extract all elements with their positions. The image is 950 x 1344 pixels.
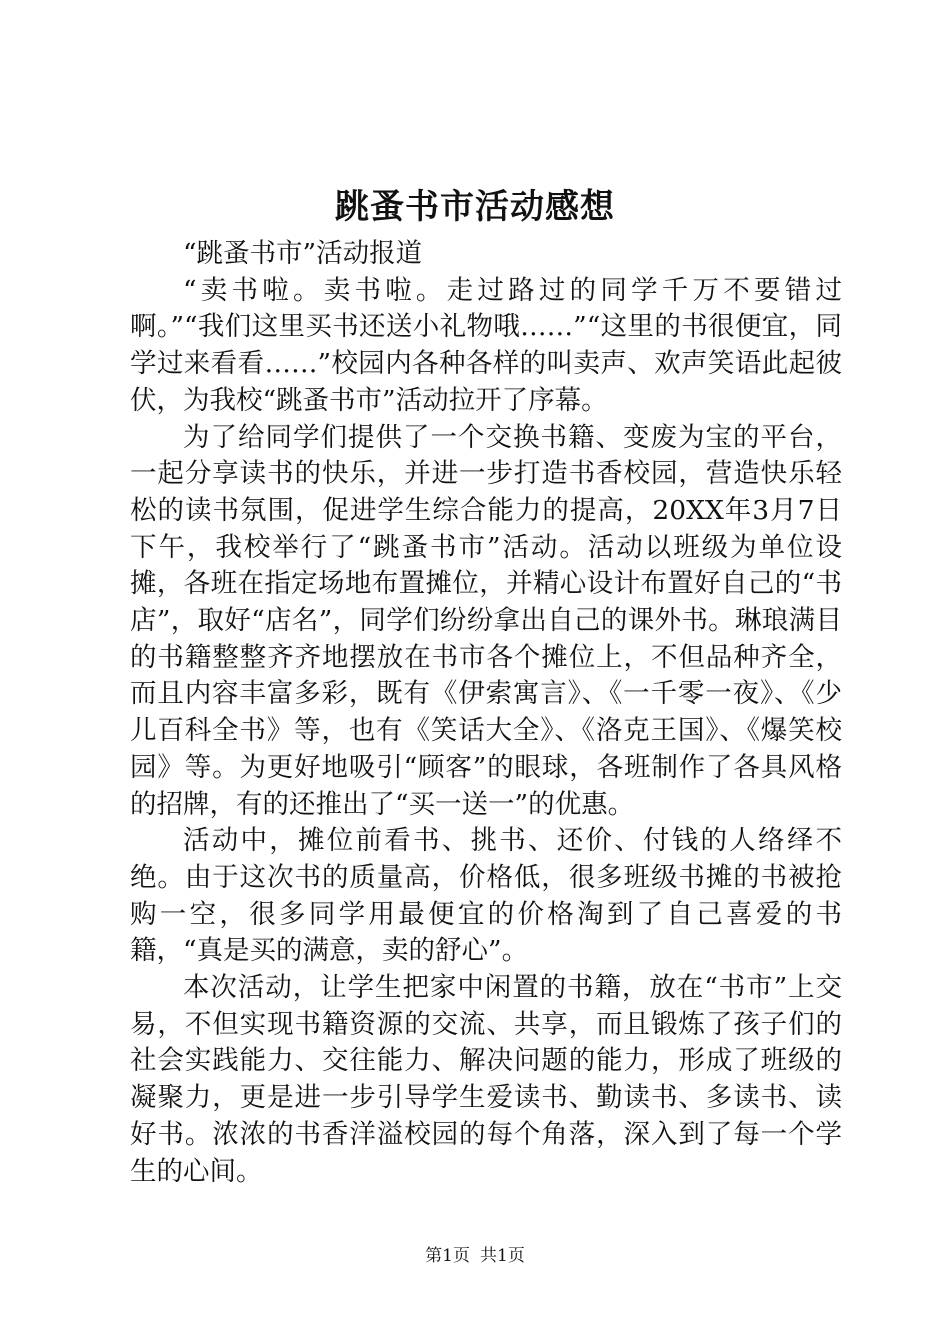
document-body (130, 236, 842, 1190)
paragraph-activity: 活动中，摊位前看书、挑书、还价、付钱的人络绎不绝。由于这次书的质量高，价格低，很多班级书摊的书被抢购一空，很多同学用最便宜的价格淘到了自己喜爱的书籍，“真是买的满意，卖的舒心”。 (130, 825, 842, 967)
document-title: 跳蚤书市活动感想 (335, 187, 615, 227)
paragraph-event-description: 为了给同学们提供了一个交换书籍、变废为宝的平台，一起分享读书的快乐，并进一步打造书香校园，营造快乐轻松的读书氛围，促进学生综合能力的提高，20XX年3月7日下午，我校举行了“跳蚤书市”活动。活动以班级为单位设摊，各班在指定场地布置摊位，并精心设计布置好自己的“书店”，取好“店名”，同学们纷纷拿出自己的课外书。琳琅满目的书籍整整齐齐地摆放在书市各个摊位上，不但品种齐全，而且内容丰富多彩，既有《伊索寓言》、《一千零一夜》、《少儿百科全书》等，也有《笑话大全》、《洛克王国》、《爆笑校园》等。为更好地吸引“顾客”的眼球，各班制作了各具风格的招牌，有的还推出了“买一送一”的优惠。 (130, 421, 842, 820)
paragraph-opening: “卖书啦。卖书啦。走过路过的同学千万不要错过啊。”“我们这里买书还送小礼物哦……”“这里的书很便宜，同学过来看看……”校园内各种各样的叫卖声、欢声笑语此起彼伏，为我校“跳蚤书市”活动拉开了序幕。 (130, 274, 842, 416)
paragraph-subtitle: “跳蚤书市”活动报道 (183, 238, 423, 269)
page-total: 共1页 (480, 1246, 525, 1266)
page-footer (0, 1244, 950, 1268)
page-number: 第1页 (425, 1246, 470, 1266)
paragraph-conclusion: 本次活动，让学生把家中闲置的书籍，放在“书市”上交易，不但实现书籍资源的交流、共享，而且锻炼了孩子们的社会实践能力、交往能力、解决问题的能力，形成了班级的凝聚力，更是进一步引导学生爱读书、勤读书、多读书、读好书。浓浓的书香洋溢校园的每个角落，深入到了每一个学生的心间。 (130, 972, 842, 1187)
